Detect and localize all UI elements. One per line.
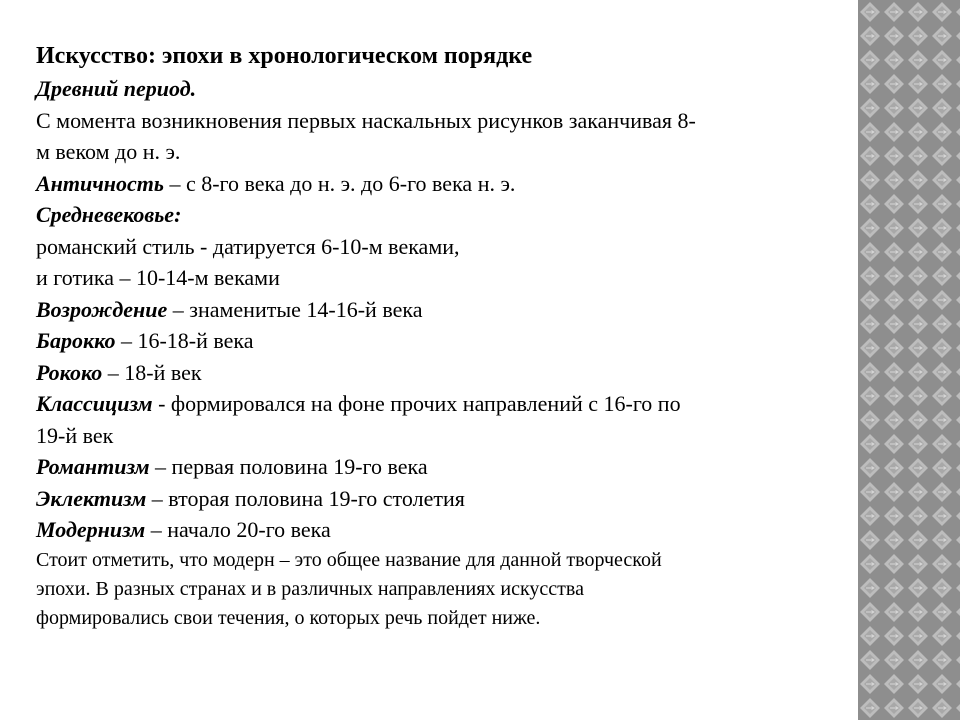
period-description: романский стиль - датируется 6-10-м веками,	[36, 233, 460, 259]
period-term: Барокко	[36, 328, 116, 353]
page-title: Искусство: эпохи в хронологическом порядке	[36, 43, 533, 69]
period-description: – первая половина 19-го века	[149, 454, 428, 479]
period-description: – вторая половина 19-го столетия	[146, 485, 465, 511]
period-term: Эклектизм	[36, 485, 147, 511]
period-baroque	[36, 325, 836, 357]
period-ancient	[36, 73, 836, 105]
decorative-pattern-strip	[858, 0, 960, 720]
closing-note: эпохи. В разных странах и в различных направлениях искусства	[36, 577, 584, 600]
period-description: – знаменитые 14-16-й века	[167, 296, 423, 322]
closing-note: формировались свои течения, о которых речь пойдет ниже.	[36, 606, 541, 629]
period-term: Модернизм	[36, 517, 146, 542]
slide-content	[36, 40, 836, 633]
period-eclecticism	[36, 483, 836, 515]
period-term: Античность	[36, 170, 164, 196]
period-classicism	[36, 388, 836, 420]
period-description: – начало 20-го века	[145, 517, 331, 542]
period-description: м веком до н. э.	[36, 139, 181, 164]
period-modernism	[36, 514, 836, 546]
period-term: Классицизм	[36, 391, 153, 416]
period-description: – 16-18-й века	[115, 328, 254, 353]
closing-note: Стоит отметить, что модерн – это общее название для данной творческой	[36, 548, 662, 571]
period-description: и готика – 10-14-м веками	[36, 265, 280, 290]
period-rococo	[36, 357, 836, 389]
period-middle-ages	[36, 199, 836, 231]
period-term: Средневековье:	[36, 202, 182, 227]
period-antiquity	[36, 168, 836, 200]
period-term: Древний период.	[36, 76, 197, 101]
period-romanticism	[36, 451, 836, 483]
period-term: Романтизм	[36, 454, 150, 479]
period-description: – с 8-го века до н. э. до 6-го века н. э.	[163, 170, 516, 196]
period-description: 19-й век	[36, 422, 114, 448]
period-description: С момента возникновения первых наскальных рисунков заканчивая 8-	[36, 107, 696, 133]
period-term: Возрождение	[36, 296, 168, 322]
period-term: Рококо	[36, 359, 103, 385]
period-description: - формировался на фоне прочих направлений с 16-го по	[152, 391, 681, 416]
period-renaissance	[36, 294, 836, 326]
period-description: – 18-й век	[102, 359, 202, 385]
